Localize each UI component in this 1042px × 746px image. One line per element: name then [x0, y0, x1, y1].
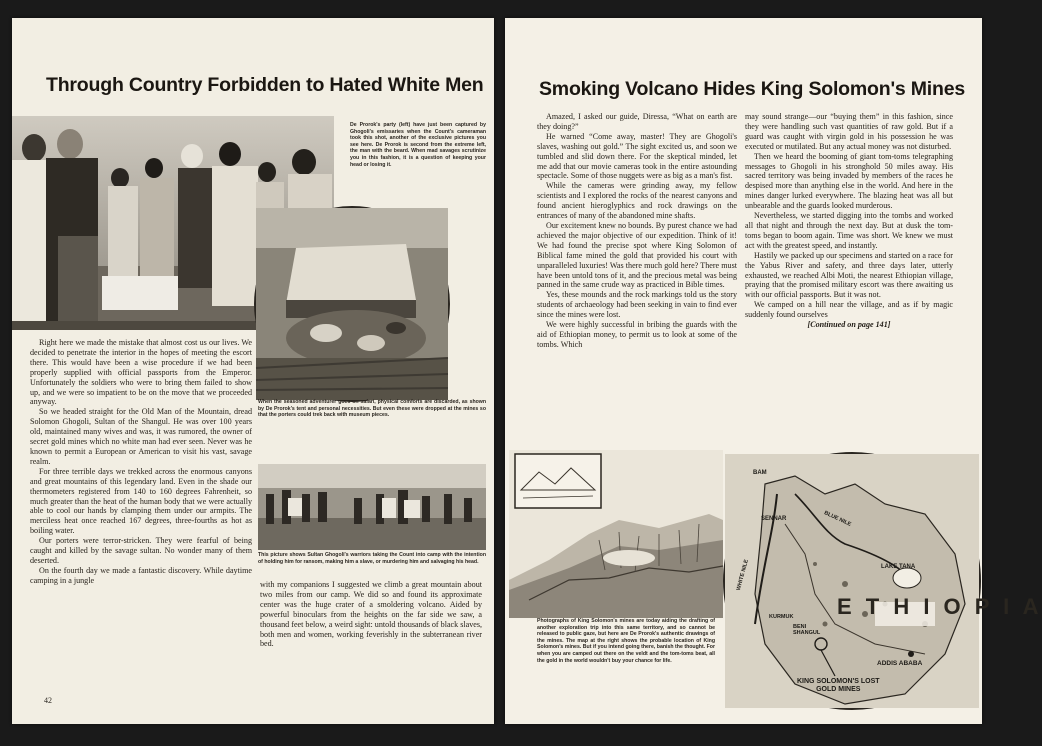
paragraph: We camped on a hill near the village, and as if by magic suddenly found ourselves [745, 300, 953, 320]
paragraph: with my companions I suggested we climb a great mountain about two miles from our camp. We did so and found its approximate center was the huge crater of a smoldering volcano. Aided by powerful binoculars from the heights on the far side we saw, a thousand feet below, a weird sight: untold thousands of black slaves, both men and women, working feverishly in the subterranean river bed. [260, 580, 483, 649]
map-label-beni-shangul: BENI SHANGUL [793, 624, 821, 636]
paragraph: Right here we made the mistake that almost cost us our lives. We decided to penetrate the interior in the hopes of meeting the escort there. This would have been a wise procedure if we had been properly supplied with official passports from the Emperor. Unfortunately the soldiers who were to bring them failed to show up, and we were so impatient to be on the move that we proceeded anyway. [30, 338, 252, 407]
map-label-lost-mines [797, 678, 880, 694]
paragraph: Amazed, I asked our guide, Diressa, “What on earth are they doing?” [537, 112, 737, 131]
right-column-b [745, 112, 953, 330]
page-number: 42 [44, 696, 52, 705]
left-column-b [260, 580, 482, 649]
right-magazine-page [505, 18, 1042, 724]
map-label-white-nile: WHITE NILE [735, 558, 750, 592]
paragraph: Hastily we packed up our specimens and started on a race for the Yabus River and safety, and three days later, utterly exhausted, we reached Albi Moti, the nearest Ethiopian village, praying that the promised military escort was there awaiting us with our official passports. But it was not. [745, 250, 953, 300]
map-label-lost-mines-line1: KING SOLOMON'S LOST [797, 678, 880, 685]
right-column-a [537, 112, 737, 350]
map-label-lost-mines-line2: GOLD MINES [816, 686, 861, 693]
map-label-addis-ababa: ADDIS ABABA [877, 660, 923, 667]
paragraph: may sound strange—our “buying them” in this fashion, since they were handling such vast quantities of raw gold. But if a guard was caught with virgin gold in his possession he was executed or mutilated. But any actual money was not disturbed. [745, 112, 953, 151]
paragraph: On the fourth day we made a fantastic discovery. While daytime camping in a jungle [30, 565, 252, 585]
map-label-ethiopia: E T H I O P I A [837, 594, 1042, 619]
mountain-drawing [509, 450, 723, 618]
left-magazine-page [12, 18, 494, 724]
map-label-sennar: SENNAR [761, 516, 787, 522]
map-label-lake-tana: LAKE TANA [881, 564, 916, 570]
map-label-kurmuk: KURMUK [769, 614, 794, 620]
map-label-blue-nile: BLUE NILE [823, 510, 852, 528]
map-label-bam: BAM [753, 470, 767, 476]
paragraph: Our excitement knew no bounds. By purest chance we had achieved the major objective of our expedition. Think of it! We had found the precise spot where King Solomon of Biblical fame mined the gold that provided his court with unparalleled luxuries! Was there much gold here? There must have been untold tons of it, and the precious metal was being panned in the same crude way as practiced in Bible times. [537, 220, 737, 290]
paragraph: Our porters were terror-stricken. They were fearful of being caught and killed by the savage sultan. No wonder many of them deserted. [30, 536, 252, 565]
caption-mines-map: Photographs of King Solomon's mines are today aiding the drafting of another exploration trip into this same territory, and so cannot be released to public gaze, but here are De Prorok's authentic drawings of the mines. The map at the right shows the probable location of King Solomon's mines. But if you intend going there, banish the thought. For when you are camped out there on the veldt and the tom-toms beat, all the gold in the world wouldn't buy your chance for life. [537, 618, 715, 664]
warriors-photo [258, 464, 486, 550]
paragraph: He warned “Come away, master! They are Ghogoli's slaves, washing out gold.” The sight excited us, and soon we tumbled and slid down there. For the skeptical minded, let me add that our movie cameras took in the entire astounding spectacle. Some of those nuggets were as big as a man's fist. [537, 131, 737, 181]
camp-tent-circle-photo [254, 206, 450, 402]
paragraph: For three terrible days we trekked across the enormous canyons and great mountains of this legendary land. Even in the shade our thermometers registered from 140 to 160 degrees Fahrenheit, so much greater than the heat of the human body that we were actually able to cool our hands by clamping them under our armpits. The merciless heat once reached 167 degrees, three-fourths as hot as boiling water. [30, 466, 252, 536]
paragraph: Then we heard the booming of giant tom-toms telegraphing messages to Ghogoli in his stronghold 50 miles away. His sacred territory was being invaded by members of the races he despised more than anything else in the world. And here in the mines danger lurked everywhere. The blazing heat was all but unbearable and the guards looked murderous. [745, 151, 953, 211]
left-column-a [30, 338, 252, 586]
paragraph: Yes, these mounds and the rock markings told us the story students of archaeology had been seeking in vain to find ever since the mines were lost. [537, 290, 737, 320]
right-page-title: Smoking Volcano Hides King Solomon's Mines [539, 78, 966, 100]
paragraph: While the cameras were grinding away, my fellow scientists and I explored the rocks of the nearest canyons and found ancient hieroglyphics and rock drawings on the entrances of many of the abandoned mine shafts. [537, 181, 737, 221]
caption-captured-party: De Prorok's party (left) have just been captured by Ghogoli's emissaries when the Count's cameraman took this shot, another of the exclusive pictures you see here. De Prorok is second from the extreme left, the man with the beard. When mad savages scrutinize you in this fashion, it is a question of keeping your head or losing it. [350, 122, 486, 168]
paragraph: Nevertheless, we started digging into the tombs and worked all that night and through the next day. But at dusk the tom-toms began to boom again. Time was short. We knew we must act with the greatest speed, and instantly. [745, 211, 953, 250]
paragraph: So we headed straight for the Old Man of the Mountain, dread Solomon Ghogoli, Sultan of the Shangul. He was over 100 years old, maintained many wives and was, it was rumored, the owner of secret gold mines which no white man had ever seen. Never was he known to permit a European or American to visit his vast, savage realm. [30, 407, 252, 466]
paragraph: We were highly successful in bribing the guards with the aid of Ethiopian money, to permit us to look at some of the tombs. Which [537, 320, 737, 349]
continued-note: [Continued on page 141] [807, 320, 891, 330]
caption-warriors-photo: This picture shows Sultan Ghogoli's warriors taking the Count into camp with the intention of holding him for ransom, making him a slave, or murdering him and salvaging his head. [258, 552, 486, 565]
ethiopia-map-circle [723, 452, 1042, 710]
left-page-title: Through Country Forbidden to Hated White Men [46, 74, 484, 96]
caption-camp-photo: When the seasoned adventurer goes on safari, physical comforts are discarded, as shown by De Prorok's tent and personal necessities. But even these were dropped at the mines so that the porters could trek back with museum pieces. [258, 399, 486, 419]
